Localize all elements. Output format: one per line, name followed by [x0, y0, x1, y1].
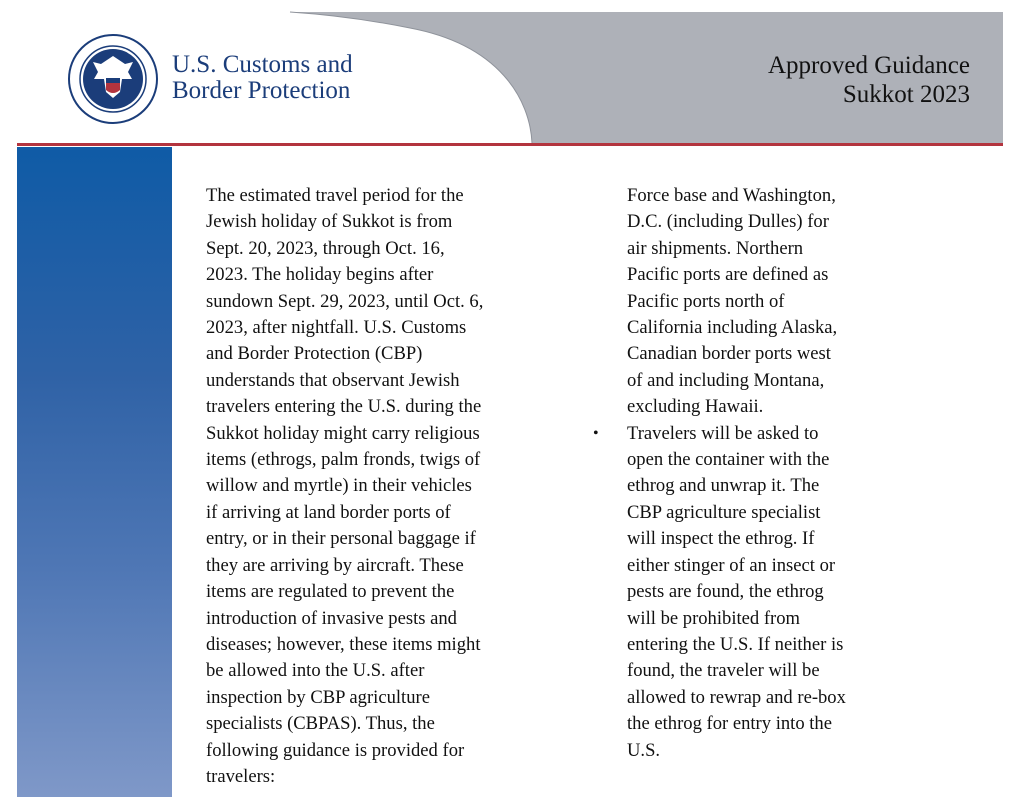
- continued-text: [627, 183, 887, 421]
- text-line: Canadian border ports west: [627, 343, 831, 365]
- text-line: introduction of invasive pests and: [206, 607, 457, 629]
- text-line: travelers:: [206, 765, 276, 787]
- text-line: air shipments. Northern: [627, 237, 804, 259]
- text-line: they are arriving by aircraft. These: [206, 554, 464, 576]
- text-line: The estimated travel period for the: [206, 185, 464, 206]
- text-line: Pacific ports north of: [627, 290, 785, 312]
- text-line: will be prohibited from: [627, 607, 800, 629]
- text-line: and Border Protection (CBP): [206, 343, 423, 365]
- text-line: following guidance is provided for: [206, 739, 465, 761]
- text-line: Travelers will be asked to: [627, 422, 819, 444]
- page-header: [0, 0, 1017, 147]
- text-line: Sept. 20, 2023, through Oct. 16,: [206, 237, 445, 259]
- text-line: will inspect the ethrog. If: [627, 528, 815, 550]
- text-line: D.C. (including Dulles) for: [627, 211, 829, 233]
- text-line: diseases; however, these items might: [206, 633, 481, 655]
- text-line: 2023, after nightfall. U.S. Customs: [206, 317, 467, 339]
- text-line: Jewish holiday of Sukkot is from: [206, 211, 453, 233]
- text-line: ethrog and unwrap it. The: [627, 475, 820, 497]
- body-column-left: [206, 183, 516, 790]
- text-line: Force base and Washington,: [627, 185, 836, 206]
- text-line: willow and myrtle) in their vehicles: [206, 475, 472, 497]
- agency-name-line1: U.S. Customs and: [172, 51, 353, 78]
- text-line: inspection by CBP agriculture: [206, 686, 430, 708]
- title-line2: Sukkot 2023: [842, 81, 970, 108]
- body-column-right: [593, 183, 887, 764]
- list-item: [593, 421, 887, 764]
- bullet-icon: •: [593, 424, 599, 442]
- text-line: either stinger of an insect or: [627, 554, 836, 576]
- blue-sidebar: [17, 147, 172, 797]
- text-line: travelers entering the U.S. during the: [206, 396, 482, 418]
- agency-name-line2: Border Protection: [172, 77, 351, 104]
- text-line: of and including Montana,: [627, 369, 825, 391]
- agency-name: [172, 52, 353, 104]
- text-line: specialists (CBPAS). Thus, the: [206, 713, 435, 735]
- text-line: items are regulated to prevent the: [206, 581, 455, 603]
- text-line: excluding Hawaii.: [627, 396, 764, 418]
- text-line: entry, or in their personal baggage if: [206, 528, 476, 550]
- text-line: sundown Sept. 29, 2023, until Oct. 6,: [206, 290, 484, 312]
- text-line: if arriving at land border ports of: [206, 501, 451, 523]
- text-line: allowed to rewrap and re-box: [627, 686, 846, 708]
- title-line1: Approved Guidance: [767, 52, 970, 79]
- text-line: California including Alaska,: [627, 317, 838, 339]
- text-line: pests are found, the ethrog: [627, 581, 824, 603]
- text-line: understands that observant Jewish: [206, 369, 460, 391]
- text-line: Sukkot holiday might carry religious: [206, 422, 480, 444]
- dhs-seal-icon: [68, 34, 158, 124]
- text-line: items (ethrogs, palm fronds, twigs of: [206, 449, 481, 471]
- list-item-text: [627, 421, 887, 764]
- text-line: Pacific ports are defined as: [627, 264, 829, 286]
- text-line: found, the traveler will be: [627, 660, 820, 682]
- header-rule: [17, 143, 1003, 146]
- text-line: the ethrog for entry into the: [627, 713, 832, 735]
- text-line: open the container with the: [627, 449, 830, 471]
- document-title: [768, 51, 970, 109]
- text-line: 2023. The holiday begins after: [206, 264, 434, 286]
- text-line: U.S.: [627, 739, 661, 761]
- text-line: CBP agriculture specialist: [627, 501, 821, 523]
- text-line: entering the U.S. If neither is: [627, 633, 844, 655]
- text-line: be allowed into the U.S. after: [206, 660, 425, 682]
